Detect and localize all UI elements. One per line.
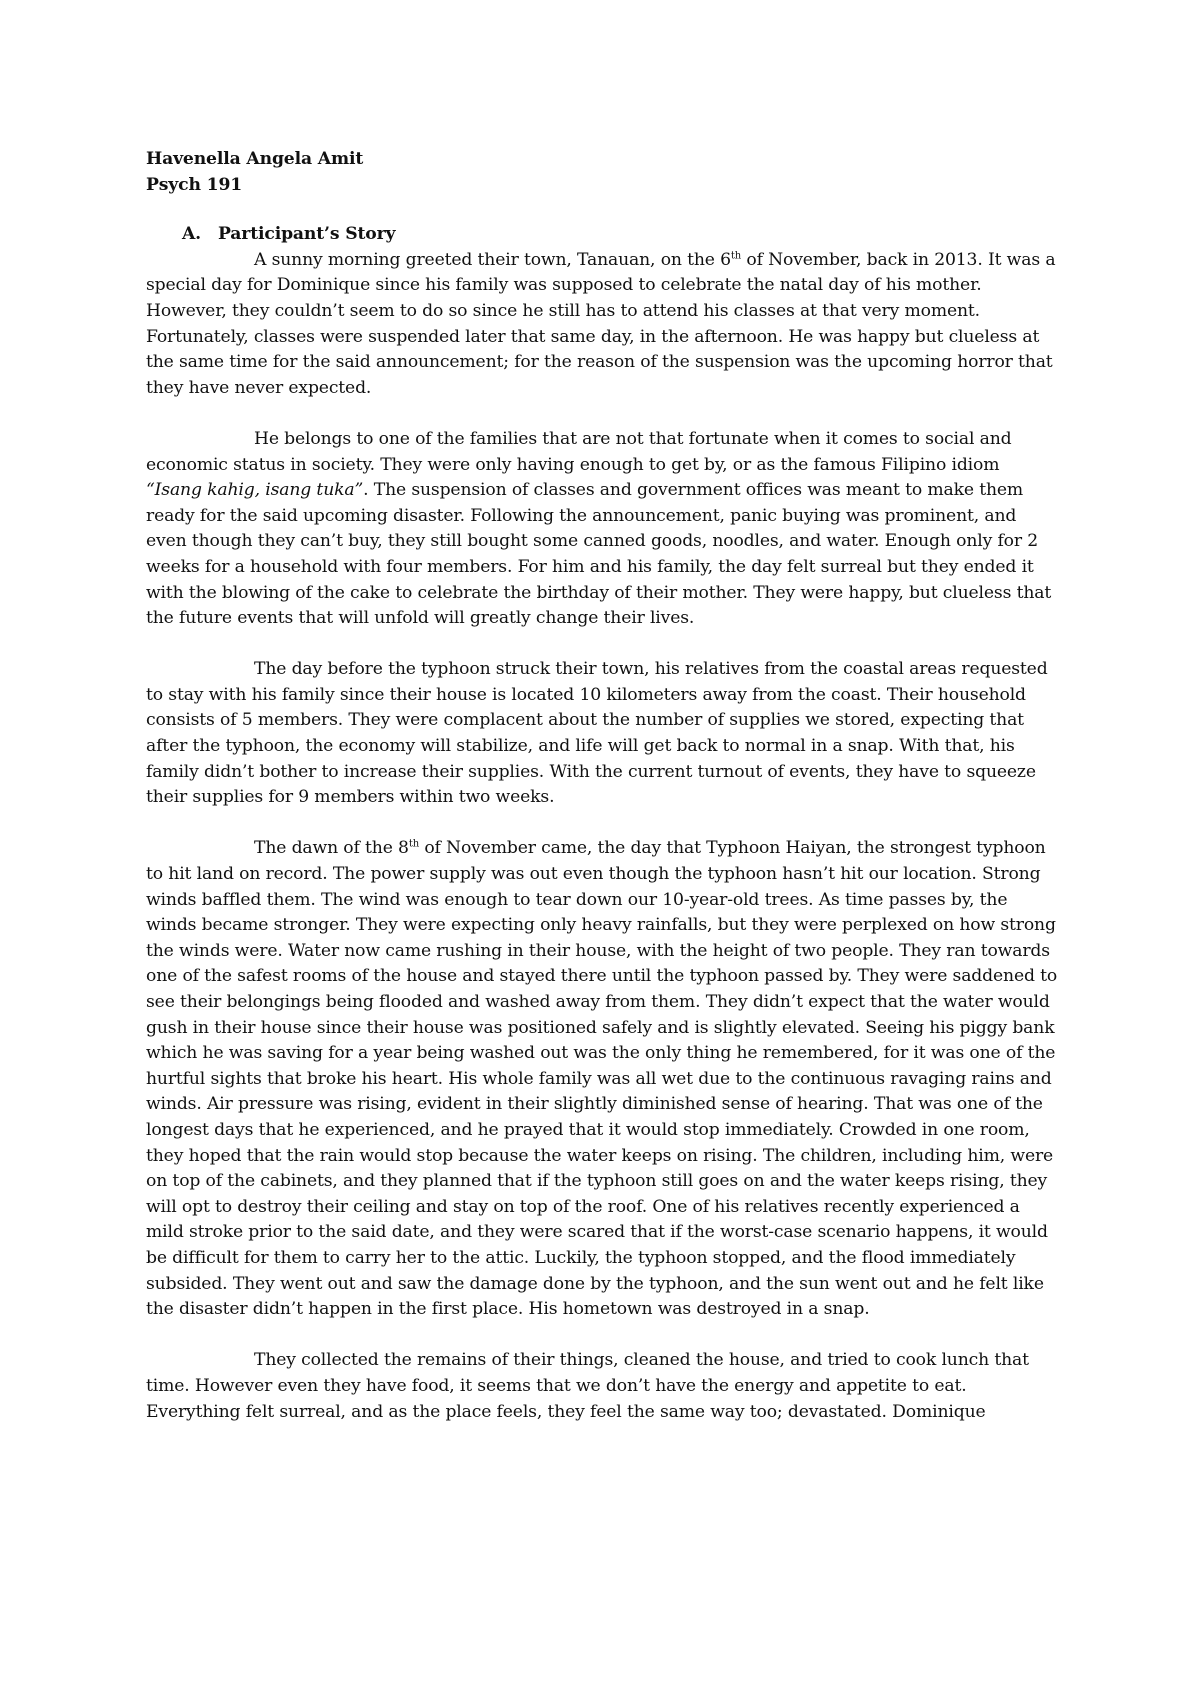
paragraph-1-text-b: of November, back in 2013. It was a special day for Dominique since his family was supposed to celebrate the natal day of his mother. However, they couldn’t seem to do so since he still has to attend his classes at that very moment. Fortunately, classes were suspended later that same day, in the afternoon. He was happy but clueless at the same time for the said announcement; for the reason of the suspension was the upcoming horror that they have never expected. xyxy=(146,249,1056,398)
document-body xyxy=(146,147,1058,1451)
paragraph-2-idiom: “Isang kahig, isang tuka” xyxy=(146,480,364,501)
paragraph-4-superscript: th xyxy=(408,838,420,850)
section-title: Participant’s Story xyxy=(218,224,396,245)
paragraph-4-text-b: of November came, the day that Typhoon Haiyan, the strongest typhoon to hit land on record. The power supply was out even though the typhoon hasn’t hit our location. Strong winds baffled them. The wind was enough to tear down our 10-year-old trees. As time passes by, the winds became stronger. They were expecting only heavy rainfalls, but they were perplexed on how strong the winds were. Water now came rushing in their house, with the height of two people. They ran towards one of the safest rooms of the house and stayed there until the typhoon passed by. They were saddened to see their belongings being flooded and washed away from them. They didn’t expect that the water would gush in their house since their house was positioned safely and is slightly elevated. Seeing his piggy bank which he was saving for a year being washed out was the only thing he remembered, for it was one of the hurtful sights that broke his heart. His whole family was all wet due to the continuous ravaging rains and winds. Air pressure was rising, evident in their slightly diminished sense of hearing. That was one of the longest days that he experienced, and he prayed that it would stop immediately. Crowded in one room, they hoped that the rain would stop because the water keeps on rising. The children, including him, were on top of the cabinets, and they planned that if the typhoon still goes on and the water keeps rising, they will opt to destroy their ceiling and stay on top of the roof. One of his relatives recently experienced a mild stroke prior to the said date, and they were scared that if the worst-case scenario happens, it would be difficult for them to carry her to the attic. Luckily, the typhoon stopped, and the flood immediately subsided. They went out and saw the damage done by the typhoon, and the sun went out and he felt like the disaster didn’t happen in the first place. His hometown was destroyed in a snap. xyxy=(146,838,1058,1320)
paragraph-1 xyxy=(146,248,1058,402)
paragraph-5: They collected the remains of their things, cleaned the house, and tried to cook lunch that time. However even they have food, it seems that we don’t have the energy and appetite to eat. Everything felt surreal, and as the place feels, they feel the same way too; devastated. Dominique xyxy=(146,1350,1029,1422)
paragraph-2 xyxy=(146,427,1058,632)
course-code: Psych 191 xyxy=(146,174,243,195)
paragraph-2-text-b: . The suspension of classes and government offices was meant to make them ready for the said upcoming disaster. Following the announcement, panic buying was prominent, and even though they can’t buy, they still bought some canned goods, noodles, and water. Enough only for 2 weeks for a household with four members. For him and his family, the day felt surreal but they ended it with the blowing of the cake to celebrate the birthday of their mother. They were happy, but clueless that the future events that will unfold will greatly change their lives. xyxy=(146,480,1052,629)
paragraph-1-text-a: A sunny morning greeted their town, Tanauan, on the 6 xyxy=(254,249,731,270)
author-name: Havenella Angela Amit xyxy=(146,149,364,169)
section-marker: A. xyxy=(182,224,202,245)
paragraph-1-superscript: th xyxy=(730,250,742,262)
paragraph-4-text-a: The dawn of the 8 xyxy=(254,838,409,859)
paragraph-2-text-a: He belongs to one of the families that are not that fortunate when it comes to social and economic status in society. They were only having enough to get by, or as the famous Filipino idiom xyxy=(146,428,1012,475)
paragraph-4 xyxy=(146,836,1058,1322)
section-heading xyxy=(146,222,1058,248)
paragraph-3: The day before the typhoon struck their town, his relatives from the coastal areas requested to stay with his family since their house is located 10 kilometers away from the coast. Their household consists of 5 members. They were complacent about the number of supplies we stored, expecting that after the typhoon, the economy will stabilize, and life will get back to normal in a snap. With that, his family didn’t bother to increase their supplies. With the current turnout of events, they have to squeeze their supplies for 9 members within two weeks. xyxy=(146,659,1048,808)
